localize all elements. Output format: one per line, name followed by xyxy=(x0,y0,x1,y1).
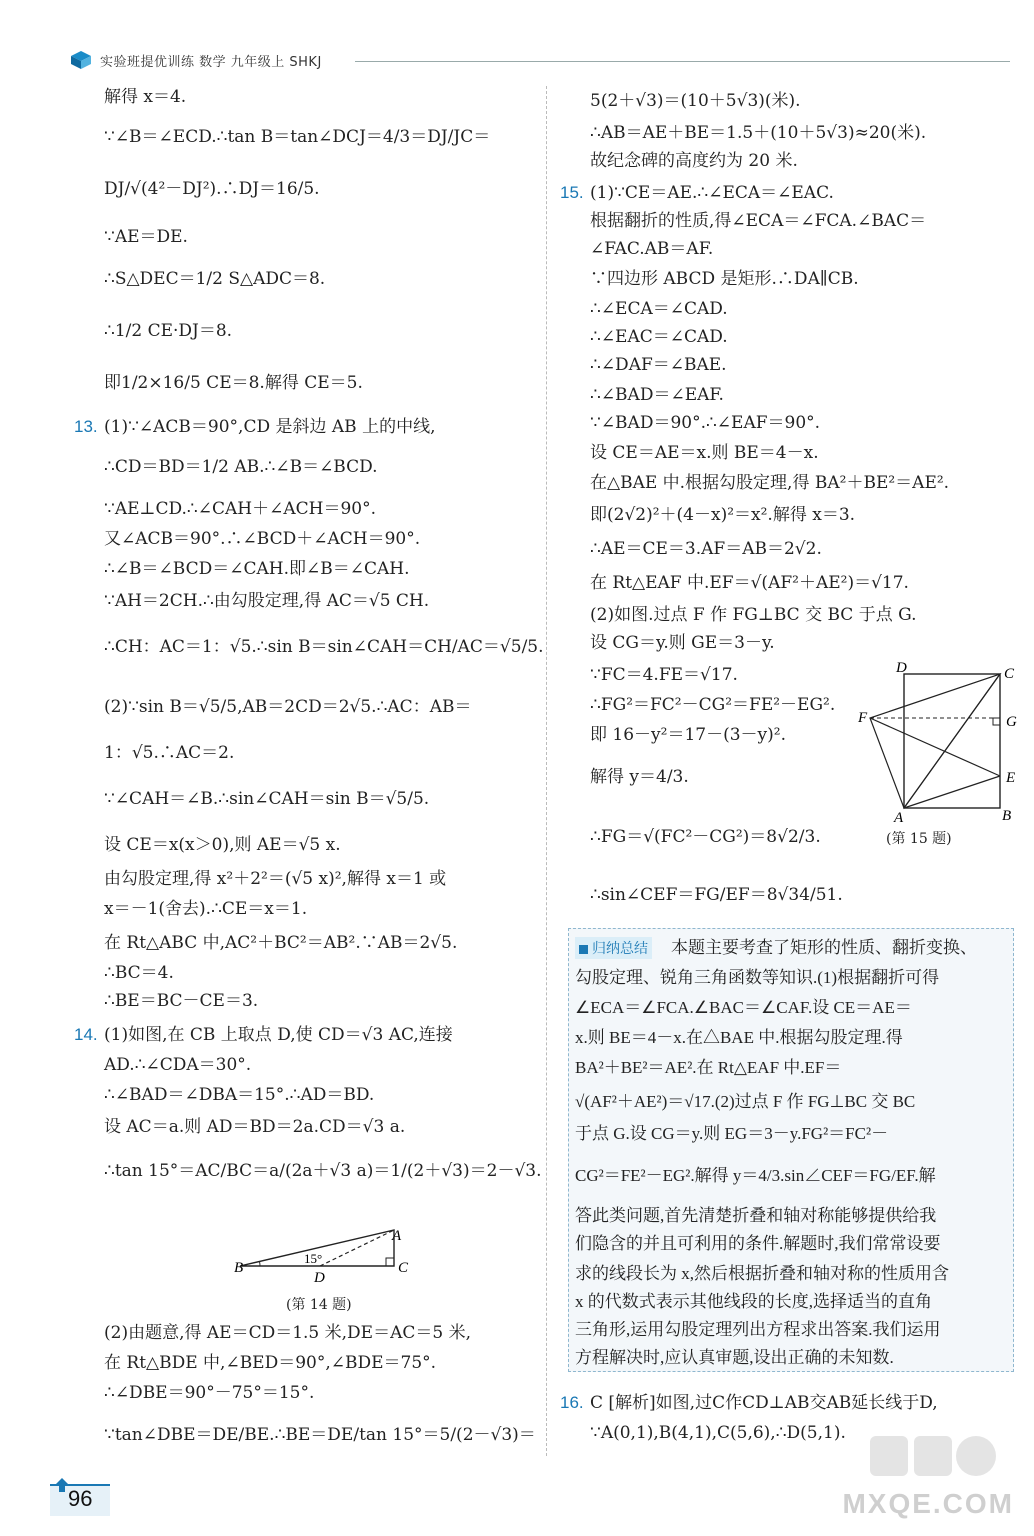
summary-line: 答此类问题,首先清楚折叠和轴对称能够提供给我 xyxy=(575,1206,937,1225)
point-label-d: D xyxy=(314,1270,325,1286)
text-line: 5(2＋√3)＝(10＋5√3)(米). xyxy=(590,91,801,111)
figure-15 xyxy=(856,660,1024,826)
text-line: ∵∠B＝∠ECD.∴tan B＝tan∠DCJ＝4/3＝DJ/JC＝ xyxy=(104,127,491,147)
text-line: ∴1/2 CE·DJ＝8. xyxy=(104,321,233,341)
text-line: 设 CE＝AE＝x.则 BE＝4－x. xyxy=(590,443,819,463)
text-line: 又∠ACB＝90°.∴∠BCD＋∠ACH＝90°. xyxy=(104,529,421,549)
text-line: (1)如图,在 CB 上取点 D,使 CD＝√3 AC,连接 xyxy=(104,1025,453,1045)
question-number: 13. xyxy=(74,417,98,436)
figure-15-diagram xyxy=(856,660,1024,826)
text-line: ∵∠CAH＝∠B.∴sin∠CAH＝sin B＝√5/5. xyxy=(104,789,430,809)
text-line: 在 Rt△ABC 中,AC²＋BC²＝AB².∵AB＝2√5. xyxy=(104,933,458,953)
text-line: C [解析]如图,过C作CD⊥AB交AB延长线于D, xyxy=(590,1393,938,1413)
header-title: 实验班提优训练 数学 九年级上 SHKJ xyxy=(100,55,322,70)
watermark-text: MXQE.COM xyxy=(842,1488,1014,1519)
point-label-a: A xyxy=(392,1228,402,1244)
figure-15-caption: (第 15 题) xyxy=(886,831,952,847)
text-line: ∴∠ECA＝∠CAD. xyxy=(590,299,728,319)
page-number-tab xyxy=(50,1478,120,1520)
text-line: 在 Rt△EAF 中.EF＝√(AF²＋AE²)＝√17. xyxy=(590,573,909,593)
summary-badge-label: 归纳总结 xyxy=(592,941,648,957)
text-line: (1)∵∠ACB＝90°,CD 是斜边 AB 上的中线, xyxy=(104,417,436,437)
text-line: ∴AE＝CE＝3.AF＝AB＝2√2. xyxy=(590,539,822,559)
question-14 xyxy=(74,1024,453,1046)
point-label-b: B xyxy=(1002,808,1012,824)
question-16-line xyxy=(560,1392,938,1414)
text-line: ∴BC＝4. xyxy=(104,963,174,983)
summary-line: CG²＝FE²－EG².解得 y＝4/3.sin∠CEF＝FG/EF.解 xyxy=(575,1166,936,1185)
text-line: ∵A(0,1),B(4,1),C(5,6),∴D(5,1). xyxy=(590,1423,846,1443)
page-header xyxy=(0,44,1034,78)
text-line: ∵∠BAD＝90°.∴∠EAF＝90°. xyxy=(590,413,821,433)
square-bullet-icon xyxy=(579,945,588,954)
text-line: 根据翻折的性质,得∠ECA＝∠FCA.∠BAC＝ xyxy=(590,211,927,231)
text-line: ∵AH＝2CH.∴由勾股定理,得 AC＝√5 CH. xyxy=(104,591,430,611)
text-line: 解得 y＝4/3. xyxy=(590,767,689,787)
text-line: ∴CD＝BD＝1/2 AB.∴∠B＝∠BCD. xyxy=(104,457,378,477)
text-line: ∴∠DBE＝90°－75°＝15°. xyxy=(104,1383,315,1403)
text-line: DJ/√(4²－DJ²).∴DJ＝16/5. xyxy=(104,179,320,199)
text-line: AD.∴∠CDA＝30°. xyxy=(104,1055,252,1075)
text-line: ∴∠BAD＝∠EAF. xyxy=(590,385,724,405)
text-line: ∴∠B＝∠BCD＝∠CAH.即∠B＝∠CAH. xyxy=(104,559,410,579)
header-rule xyxy=(355,61,1010,62)
text-line: 即(2√2)²＋(4－x)²＝x².解得 x＝3. xyxy=(590,505,856,525)
text-line: ∴S△DEC＝1/2 S△ADC＝8. xyxy=(104,269,326,289)
figure-14-caption: (第 14 题) xyxy=(286,1297,352,1313)
text-line: 即 16－y²＝17－(3－y)². xyxy=(590,725,786,745)
summary-line: ∠ECA＝∠FCA.∠BAC＝∠CAF.设 CE＝AE＝ xyxy=(575,998,912,1017)
text-line: 设 CG＝y.则 GE＝3－y. xyxy=(590,633,775,653)
point-label-d: D xyxy=(896,660,907,676)
point-label-b: B xyxy=(234,1260,244,1276)
text-line: ∴tan 15°＝AC/BC＝a/(2a＋√3 a)＝1/(2＋√3)＝2－√3. xyxy=(104,1161,542,1181)
text-line: x＝－1(舍去).∴CE＝x＝1. xyxy=(104,899,308,919)
text-line: ∴BE＝BC－CE＝3. xyxy=(104,991,259,1011)
summary-line: 勾股定理、锐角三角函数等知识.(1)根据翻折可得 xyxy=(575,968,940,987)
question-number: 16. xyxy=(560,1393,584,1412)
point-label-f: F xyxy=(858,710,868,726)
text-line: ∵tan∠DBE＝DE/BE.∴BE＝DE/tan 15°＝5/(2－√3)＝ xyxy=(104,1425,536,1445)
point-label-c: C xyxy=(1004,666,1015,682)
text-line: (2)由题意,得 AE＝CD＝1.5 米,DE＝AC＝5 米, xyxy=(104,1323,472,1343)
text-line: (2)如图.过点 F 作 FG⊥BC 交 BC 于点 G. xyxy=(590,605,917,625)
question-number: 15. xyxy=(560,183,584,202)
text-line: ∴∠DAF＝∠BAE. xyxy=(590,355,727,375)
text-line: 即1/2×16/5 CE＝8.解得 CE＝5. xyxy=(104,373,363,393)
question-number: 14. xyxy=(74,1025,98,1044)
summary-line: 方程解决时,应认真审题,设出正确的未知数. xyxy=(575,1348,894,1367)
text-line: ∵AE＝DE. xyxy=(104,227,188,247)
text-line: ∴FG＝√(FC²－CG²)＝8√2/3. xyxy=(590,827,821,847)
point-label-a: A xyxy=(894,810,904,826)
text-line: 解得 x＝4. xyxy=(104,87,187,107)
page-number: 96 xyxy=(68,1486,93,1511)
summary-line: 本题主要考查了矩形的性质、翻折变换、 xyxy=(671,938,977,957)
text-line: 在△BAE 中.根据勾股定理,得 BA²＋BE²＝AE². xyxy=(590,473,950,493)
text-line: ∵四边形 ABCD 是矩形.∴DA∥CB. xyxy=(590,269,859,289)
text-line: 故纪念碑的高度约为 20 米. xyxy=(590,151,798,171)
text-line: ∠FAC.AB＝AF. xyxy=(590,239,714,259)
watermark-logo xyxy=(842,1432,1020,1524)
summary-line: BA²＋BE²＝AE².在 Rt△EAF 中.EF＝ xyxy=(575,1058,842,1077)
text-line: 在 Rt△BDE 中,∠BED＝90°,∠BDE＝75°. xyxy=(104,1353,437,1373)
text-line: ∴∠EAC＝∠CAD. xyxy=(590,327,728,347)
summary-badge xyxy=(575,937,652,959)
figure-14 xyxy=(226,1226,416,1286)
point-label-c: C xyxy=(398,1260,409,1276)
text-line: (2)∵sin B＝√5/5,AB＝2CD＝2√5.∴AC：AB＝ xyxy=(104,697,472,717)
text-line: ∴FG²＝FC²－CG²＝FE²－EG². xyxy=(590,695,836,715)
figure-14-diagram xyxy=(226,1226,416,1286)
text-line: 设 CE＝x(x＞0),则 AE＝√5 x. xyxy=(104,835,341,855)
summary-box xyxy=(568,928,1014,1372)
point-label-g: G xyxy=(1006,714,1017,730)
text-line: (1)∵CE＝AE.∴∠ECA＝∠EAC. xyxy=(590,183,834,203)
question-15 xyxy=(560,182,834,204)
book-logo-icon xyxy=(70,50,92,70)
summary-line: x 的代数式表示其他线段的长度,选择适当的直角 xyxy=(575,1292,932,1311)
summary-line: 于点 G.设 CG＝y.则 EG＝3－y.FG²＝FC²－ xyxy=(575,1124,889,1143)
text-line: ∵FC＝4.FE＝√17. xyxy=(590,665,738,685)
text-line: ∴∠BAD＝∠DBA＝15°.∴AD＝BD. xyxy=(104,1085,375,1105)
text-line: ∴CH：AC＝1：√5.∴sin B＝sin∠CAH＝CH/AC＝√5/5. xyxy=(104,637,544,657)
watermark-stamp-icon xyxy=(868,1432,998,1482)
text-line: ∴AB＝AE＋BE＝1.5＋(10＋5√3)≈20(米). xyxy=(590,123,927,143)
point-label-e: E xyxy=(1006,770,1016,786)
text-line: 由勾股定理,得 x²＋2²＝(√5 x)²,解得 x＝1 或 xyxy=(104,869,447,889)
column-divider xyxy=(546,86,547,1456)
summary-line: x.则 BE＝4－x.在△BAE 中.根据勾股定理.得 xyxy=(575,1028,903,1047)
text-line: 1：√5.∴AC＝2. xyxy=(104,743,235,763)
summary-line: √(AF²＋AE²)＝√17.(2)过点 F 作 FG⊥BC 交 BC xyxy=(575,1092,916,1111)
question-13 xyxy=(74,416,436,438)
summary-line: 们隐含的并且可利用的条件.解题时,我们常常设要 xyxy=(575,1234,941,1253)
text-line: 设 AC＝a.则 AD＝BD＝2a.CD＝√3 a. xyxy=(104,1117,406,1137)
text-line: ∴sin∠CEF＝FG/EF＝8√34/51. xyxy=(590,885,843,905)
summary-line: 三角形,运用勾股定理列出方程求出答案.我们运用 xyxy=(575,1320,941,1339)
text-line: ∵AE⊥CD.∴∠CAH＋∠ACH＝90°. xyxy=(104,499,376,519)
angle-label: 15° xyxy=(304,1251,323,1266)
summary-line: 求的线段长为 x,然后根据折叠和轴对称的性质用含 xyxy=(575,1264,949,1283)
